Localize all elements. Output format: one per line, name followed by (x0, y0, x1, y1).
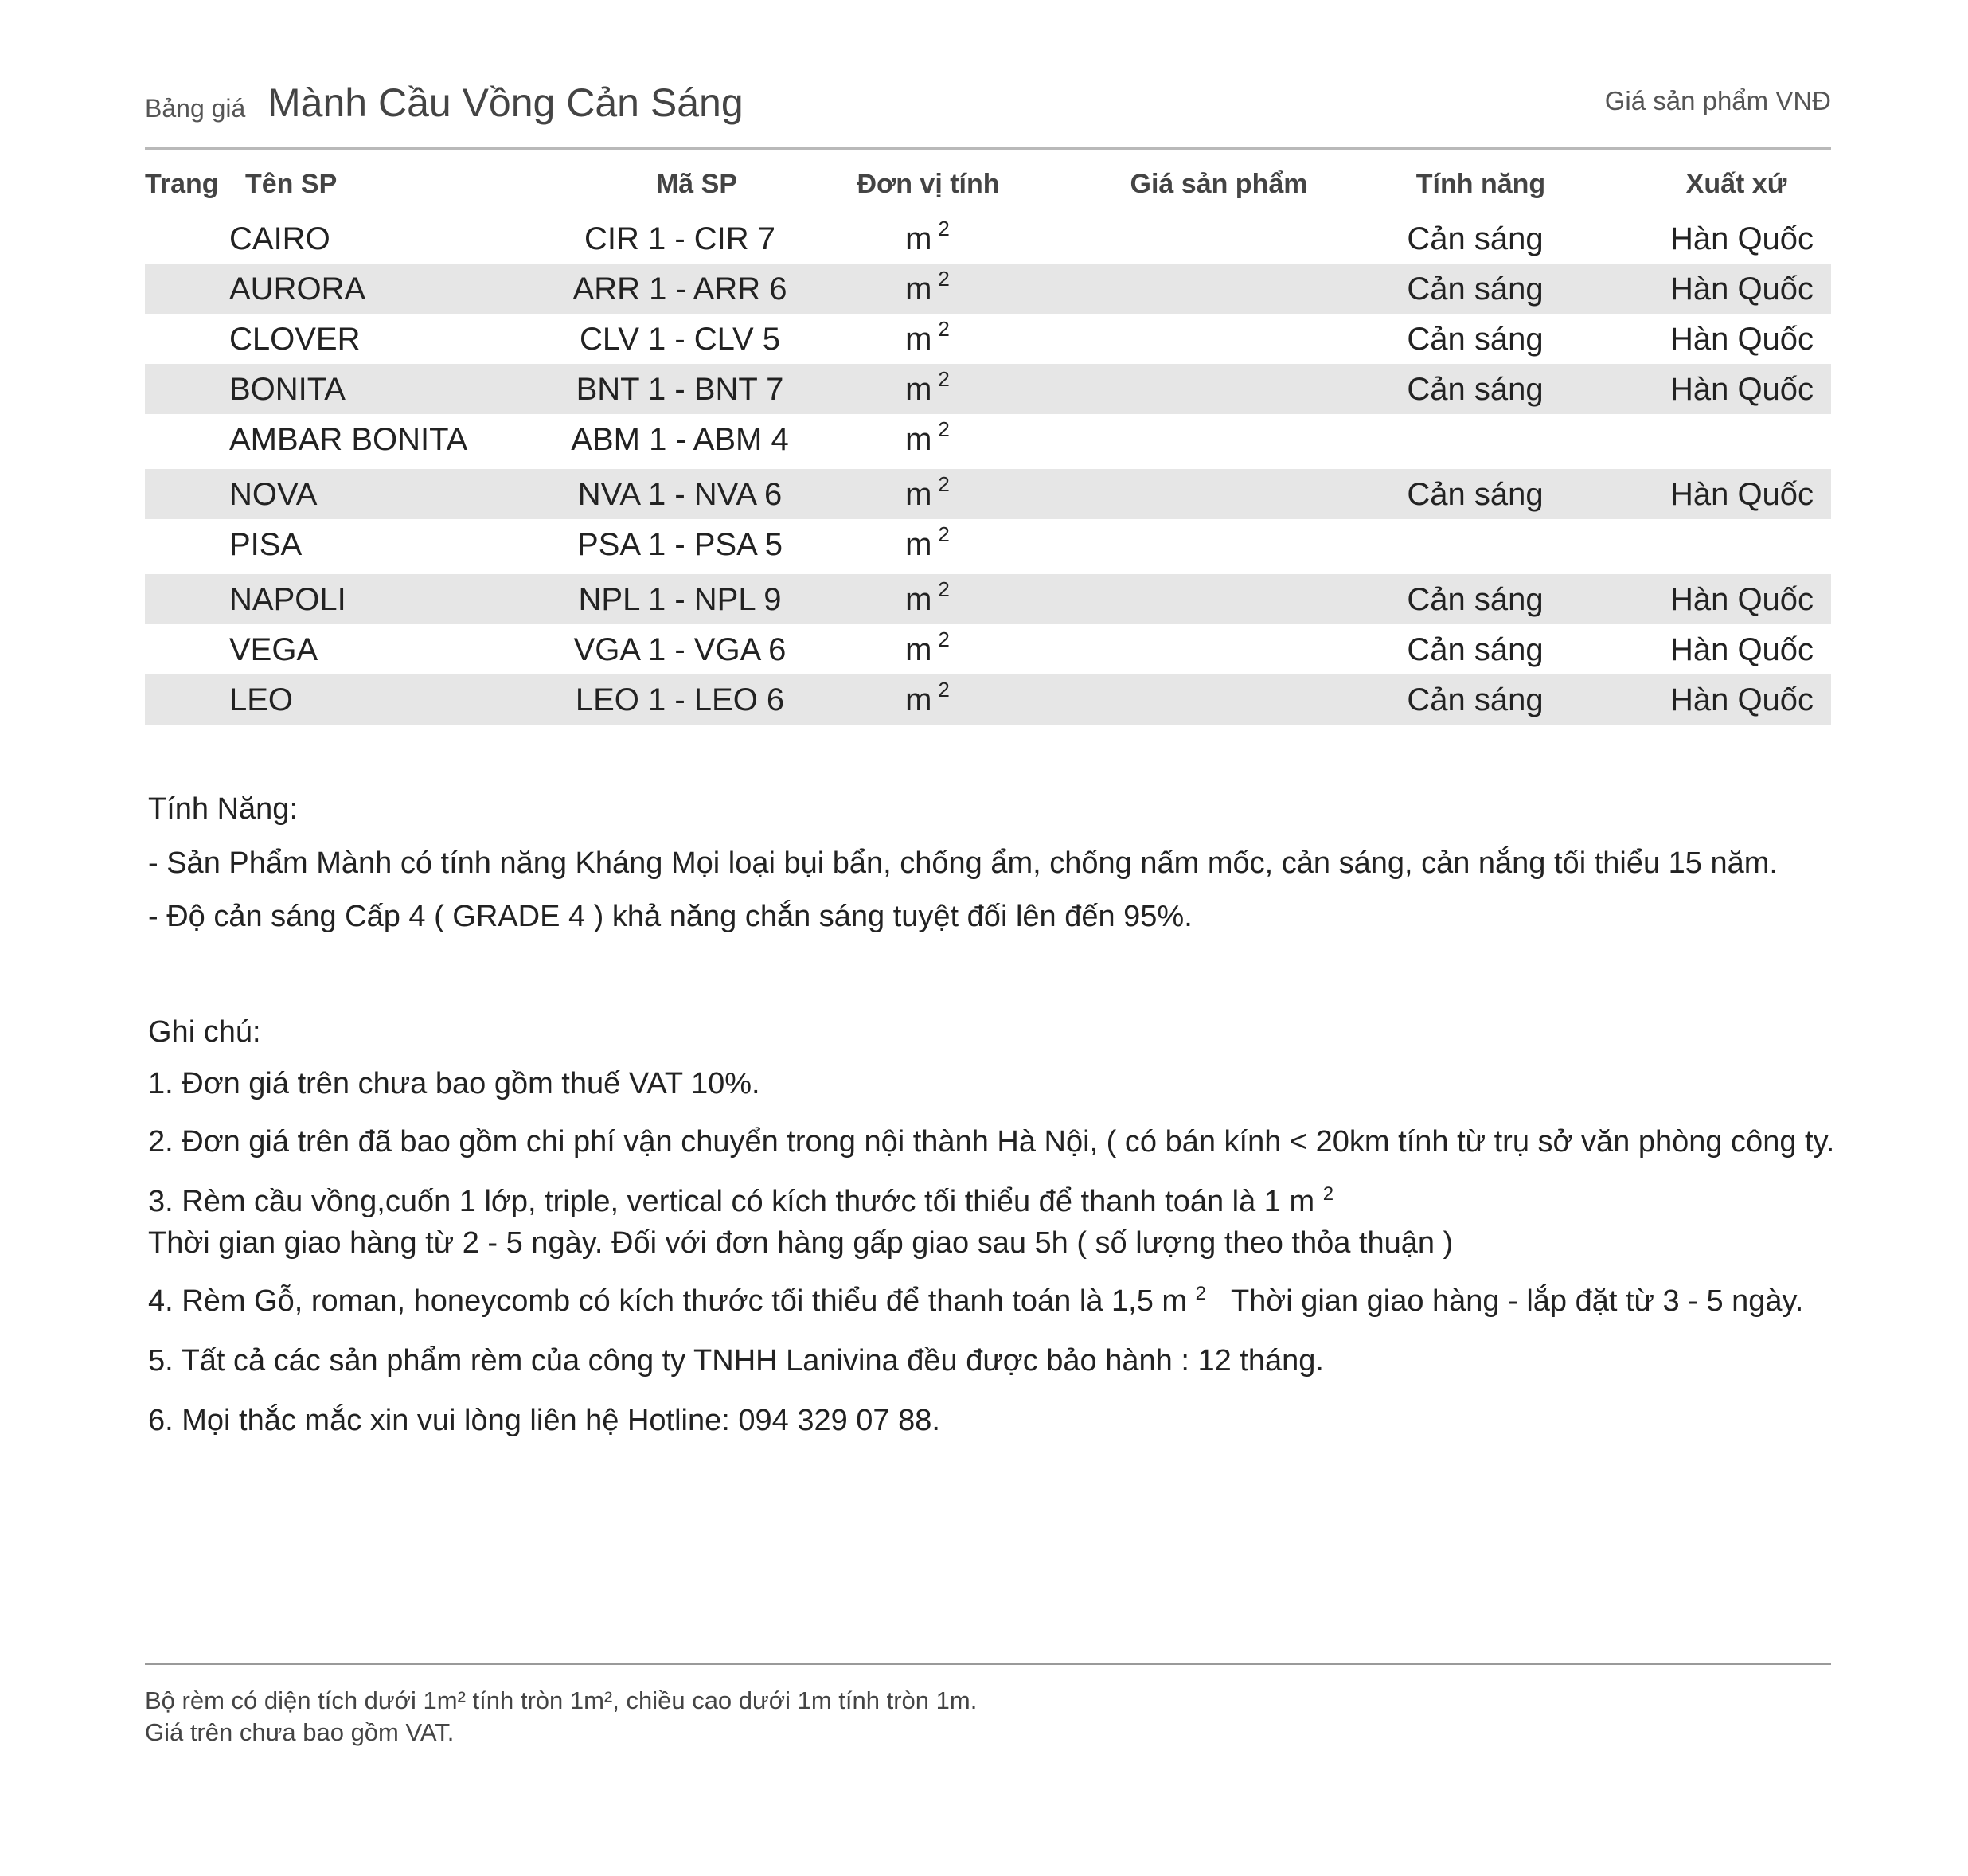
note-4-delivery: Thời gian giao hàng - lắp đặt từ 3 - 5 ngày. (1214, 1284, 1804, 1318)
cell-code: ABM 1 - ABM 4 (571, 422, 789, 457)
note-5: 5. Tất cả các sản phẩm rèm của công ty TNHH Lanivina đều được bảo hành : 12 tháng. (148, 1344, 1324, 1378)
note-3-superscript: 2 (1322, 1183, 1334, 1205)
unit-text: m (905, 632, 932, 667)
cell-feature: Cản sáng (1407, 322, 1544, 357)
feature-item: - Độ cản sáng Cấp 4 ( GRADE 4 ) khả năng chắn sáng tuyệt đối lên đến 95%. (148, 900, 1193, 933)
cell-name: PISA (229, 527, 303, 562)
cell-name: VEGA (229, 632, 318, 667)
cell-code: CLV 1 - CLV 5 (580, 322, 780, 357)
note-1: 1. Đơn giá trên chưa bao gồm thuế VAT 10%. (148, 1067, 760, 1100)
cell-feature: Cản sáng (1407, 221, 1544, 256)
cell-origin: Hàn Quốc (1669, 682, 1814, 717)
unit-superscript: 2 (938, 472, 950, 496)
page-title: Mành Cầu Vồng Cản Sáng (267, 80, 744, 125)
cell-name: CAIRO (229, 221, 330, 256)
table-row (145, 624, 1831, 674)
unit-superscript: 2 (938, 678, 950, 702)
cell-unit (905, 367, 950, 408)
cell-feature: Cản sáng (1407, 632, 1544, 667)
col-header-origin: Xuất xứ (1685, 169, 1787, 199)
cell-code: PSA 1 - PSA 5 (577, 527, 783, 562)
unit-text: m (905, 422, 932, 457)
cell-feature: Cản sáng (1407, 372, 1544, 407)
unit-text: m (905, 322, 932, 357)
notes-heading: Ghi chú: (148, 1015, 261, 1049)
price-list-label: Bảng giá (145, 94, 246, 123)
cell-name: NOVA (229, 477, 318, 512)
table-row (145, 674, 1831, 725)
cell-name: AURORA (229, 272, 366, 307)
note-4-superscript: 2 (1195, 1283, 1206, 1304)
unit-superscript: 2 (938, 367, 950, 391)
unit-superscript: 2 (938, 267, 950, 291)
cell-unit (905, 317, 950, 358)
cell-code: ARR 1 - ARR 6 (572, 272, 787, 307)
unit-text: m (905, 582, 932, 617)
cell-unit (905, 522, 950, 563)
header-divider (145, 147, 1831, 150)
col-header-unit: Đơn vị tính (857, 169, 1000, 199)
unit-text: m (905, 682, 932, 717)
cell-unit (905, 217, 950, 257)
footer-line-1: Bộ rèm có diện tích dưới 1m² tính tròn 1m², chiều cao dưới 1m tính tròn 1m. (145, 1686, 978, 1714)
note-3-delivery: Thời gian giao hàng từ 2 - 5 ngày. Đối với đơn hàng gấp giao sau 5h ( số lượng theo thỏa thuận ) (148, 1226, 1454, 1260)
cell-feature: Cản sáng (1407, 682, 1544, 717)
note-4-text: 4. Rèm Gỗ, roman, honeycomb có kích thước tối thiểu để thanh toán là 1,5 m (148, 1284, 1188, 1318)
footer-divider (145, 1663, 1831, 1665)
col-header-code: Mã SP (655, 169, 738, 199)
cell-code: BNT 1 - BNT 7 (576, 372, 784, 407)
cell-origin: Hàn Quốc (1669, 372, 1814, 407)
cell-feature: Cản sáng (1407, 582, 1544, 617)
cell-unit (905, 472, 950, 513)
unit-superscript: 2 (938, 627, 950, 651)
note-2: 2. Đơn giá trên đã bao gồm chi phí vận chuyển trong nội thành Hà Nội, ( có bán kính < 20km tính từ trụ sở văn phòng công ty. (148, 1125, 1835, 1159)
cell-unit (905, 267, 950, 307)
note-3-text: 3. Rèm cầu vồng,cuốn 1 lớp, triple, vertical có kích thước tối thiểu để thanh toán là 1 m (148, 1185, 1315, 1218)
table-row (145, 264, 1831, 314)
cell-unit (905, 627, 950, 668)
cell-name: BONITA (229, 372, 346, 407)
unit-superscript: 2 (938, 417, 950, 441)
cell-origin: Hàn Quốc (1669, 632, 1814, 667)
unit-superscript: 2 (938, 522, 950, 546)
unit-text: m (905, 272, 932, 307)
cell-origin: Hàn Quốc (1669, 477, 1814, 512)
table-row (145, 574, 1831, 624)
col-header-price: Giá sản phẩm (1130, 169, 1308, 199)
note-4 (148, 1284, 1803, 1319)
unit-text: m (905, 221, 932, 256)
cell-code: LEO 1 - LEO 6 (575, 682, 785, 717)
cell-origin: Hàn Quốc (1669, 582, 1814, 617)
cell-name: AMBAR BONITA (229, 422, 468, 457)
cell-unit (905, 577, 950, 618)
cell-unit (905, 678, 950, 718)
cell-origin: Hàn Quốc (1669, 221, 1814, 256)
note-3 (148, 1185, 1333, 1219)
cell-name: CLOVER (229, 322, 361, 357)
footer-line-2: Giá trên chưa bao gồm VAT. (145, 1718, 455, 1746)
table-row (145, 213, 1831, 264)
cell-origin: Hàn Quốc (1669, 322, 1814, 357)
col-header-feature: Tính năng (1415, 169, 1546, 199)
cell-name: LEO (229, 682, 294, 717)
note-6: 6. Mọi thắc mắc xin vui lòng liên hệ Hotline: 094 329 07 88. (148, 1404, 940, 1437)
cell-unit (905, 417, 950, 458)
unit-text: m (905, 527, 932, 562)
unit-text: m (905, 477, 932, 512)
unit-superscript: 2 (938, 577, 950, 601)
table-row (145, 519, 1831, 569)
features-heading: Tính Năng: (148, 792, 298, 826)
table-row (145, 414, 1831, 464)
table-row (145, 314, 1831, 364)
cell-name: NAPOLI (229, 582, 346, 617)
cell-feature: Cản sáng (1407, 272, 1544, 307)
cell-code: NPL 1 - NPL 9 (578, 582, 782, 617)
table-row (145, 469, 1831, 519)
col-header-page: Trang (145, 169, 219, 199)
cell-feature: Cản sáng (1407, 477, 1544, 512)
cell-code: VGA 1 - VGA 6 (573, 632, 787, 667)
cell-origin: Hàn Quốc (1669, 272, 1814, 307)
currency-note: Giá sản phẩm VNĐ (1604, 86, 1831, 115)
col-header-name: Tên SP (245, 169, 338, 199)
table-row (145, 364, 1831, 414)
unit-text: m (905, 372, 932, 407)
unit-superscript: 2 (938, 217, 950, 240)
feature-item: - Sản Phẩm Mành có tính năng Kháng Mọi loại bụi bẩn, chống ẩm, chống nấm mốc, cản sáng, cản nắng tối thiểu 15 năm. (148, 846, 1778, 880)
cell-code: CIR 1 - CIR 7 (584, 221, 776, 256)
cell-code: NVA 1 - NVA 6 (577, 477, 783, 512)
unit-superscript: 2 (938, 317, 950, 341)
